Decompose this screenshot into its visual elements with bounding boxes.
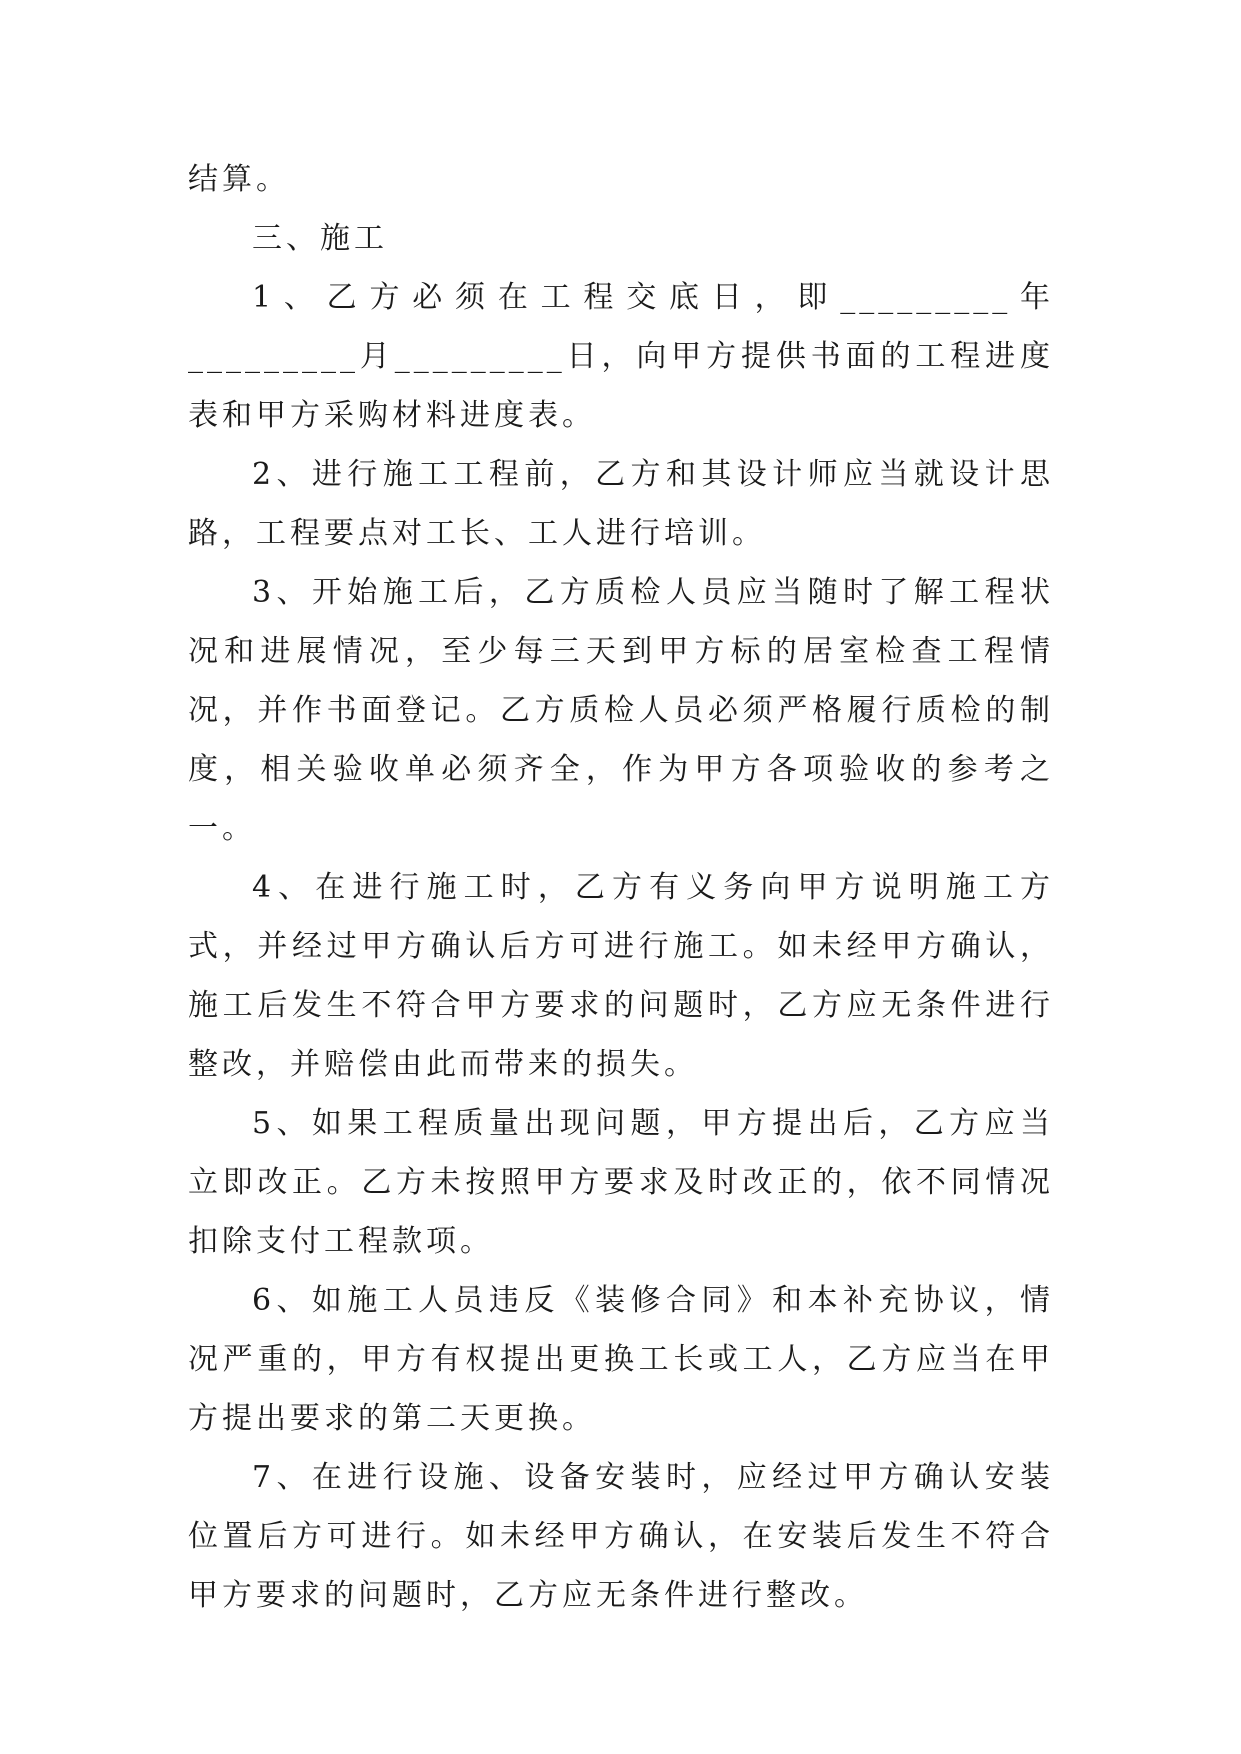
clause-3: 3、开始施工后，乙方质检人员应当随时了解工程状况和进展情况，至少每三天到甲方标的居室检查工程情况，并作书面登记。乙方质检人员必须严格履行质检的制度，相关验收单必须齐全，作为甲方各项验收的参考之一。 bbox=[188, 575, 1054, 846]
clause-4: 4、在进行施工时，乙方有义务向甲方说明施工方式，并经过甲方确认后方可进行施工。如未经甲方确认，施工后发生不符合甲方要求的问题时，乙方应无条件进行整改，并赔偿由此而带来的损失。 bbox=[188, 870, 1054, 1082]
clause-2: 2、进行施工工程前，乙方和其设计师应当就设计思路，工程要点对工长、工人进行培训。 bbox=[188, 457, 1054, 551]
clause-7: 7、在进行设施、设备安装时，应经过甲方确认安装位置后方可进行。如未经甲方确认，在安装后发生不符合甲方要求的问题时，乙方应无条件进行整改。 bbox=[188, 1460, 1054, 1613]
clause-1: 1、乙方必须在工程交底日，即_________年_________月_________日，向甲方提供书面的工程进度表和甲方采购材料进度表。 bbox=[188, 280, 1054, 433]
document-body bbox=[188, 150, 1054, 1625]
paragraph-settlement-tail: 结算。 bbox=[188, 162, 290, 197]
clause-5: 5、如果工程质量出现问题，甲方提出后，乙方应当立即改正。乙方未按照甲方要求及时改正的，依不同情况扣除支付工程款项。 bbox=[188, 1106, 1054, 1259]
section-heading-construction: 三、施工 bbox=[252, 221, 388, 256]
clause-6: 6、如施工人员违反《装修合同》和本补充协议，情况严重的，甲方有权提出更换工长或工人，乙方应当在甲方提出要求的第二天更换。 bbox=[188, 1283, 1054, 1436]
